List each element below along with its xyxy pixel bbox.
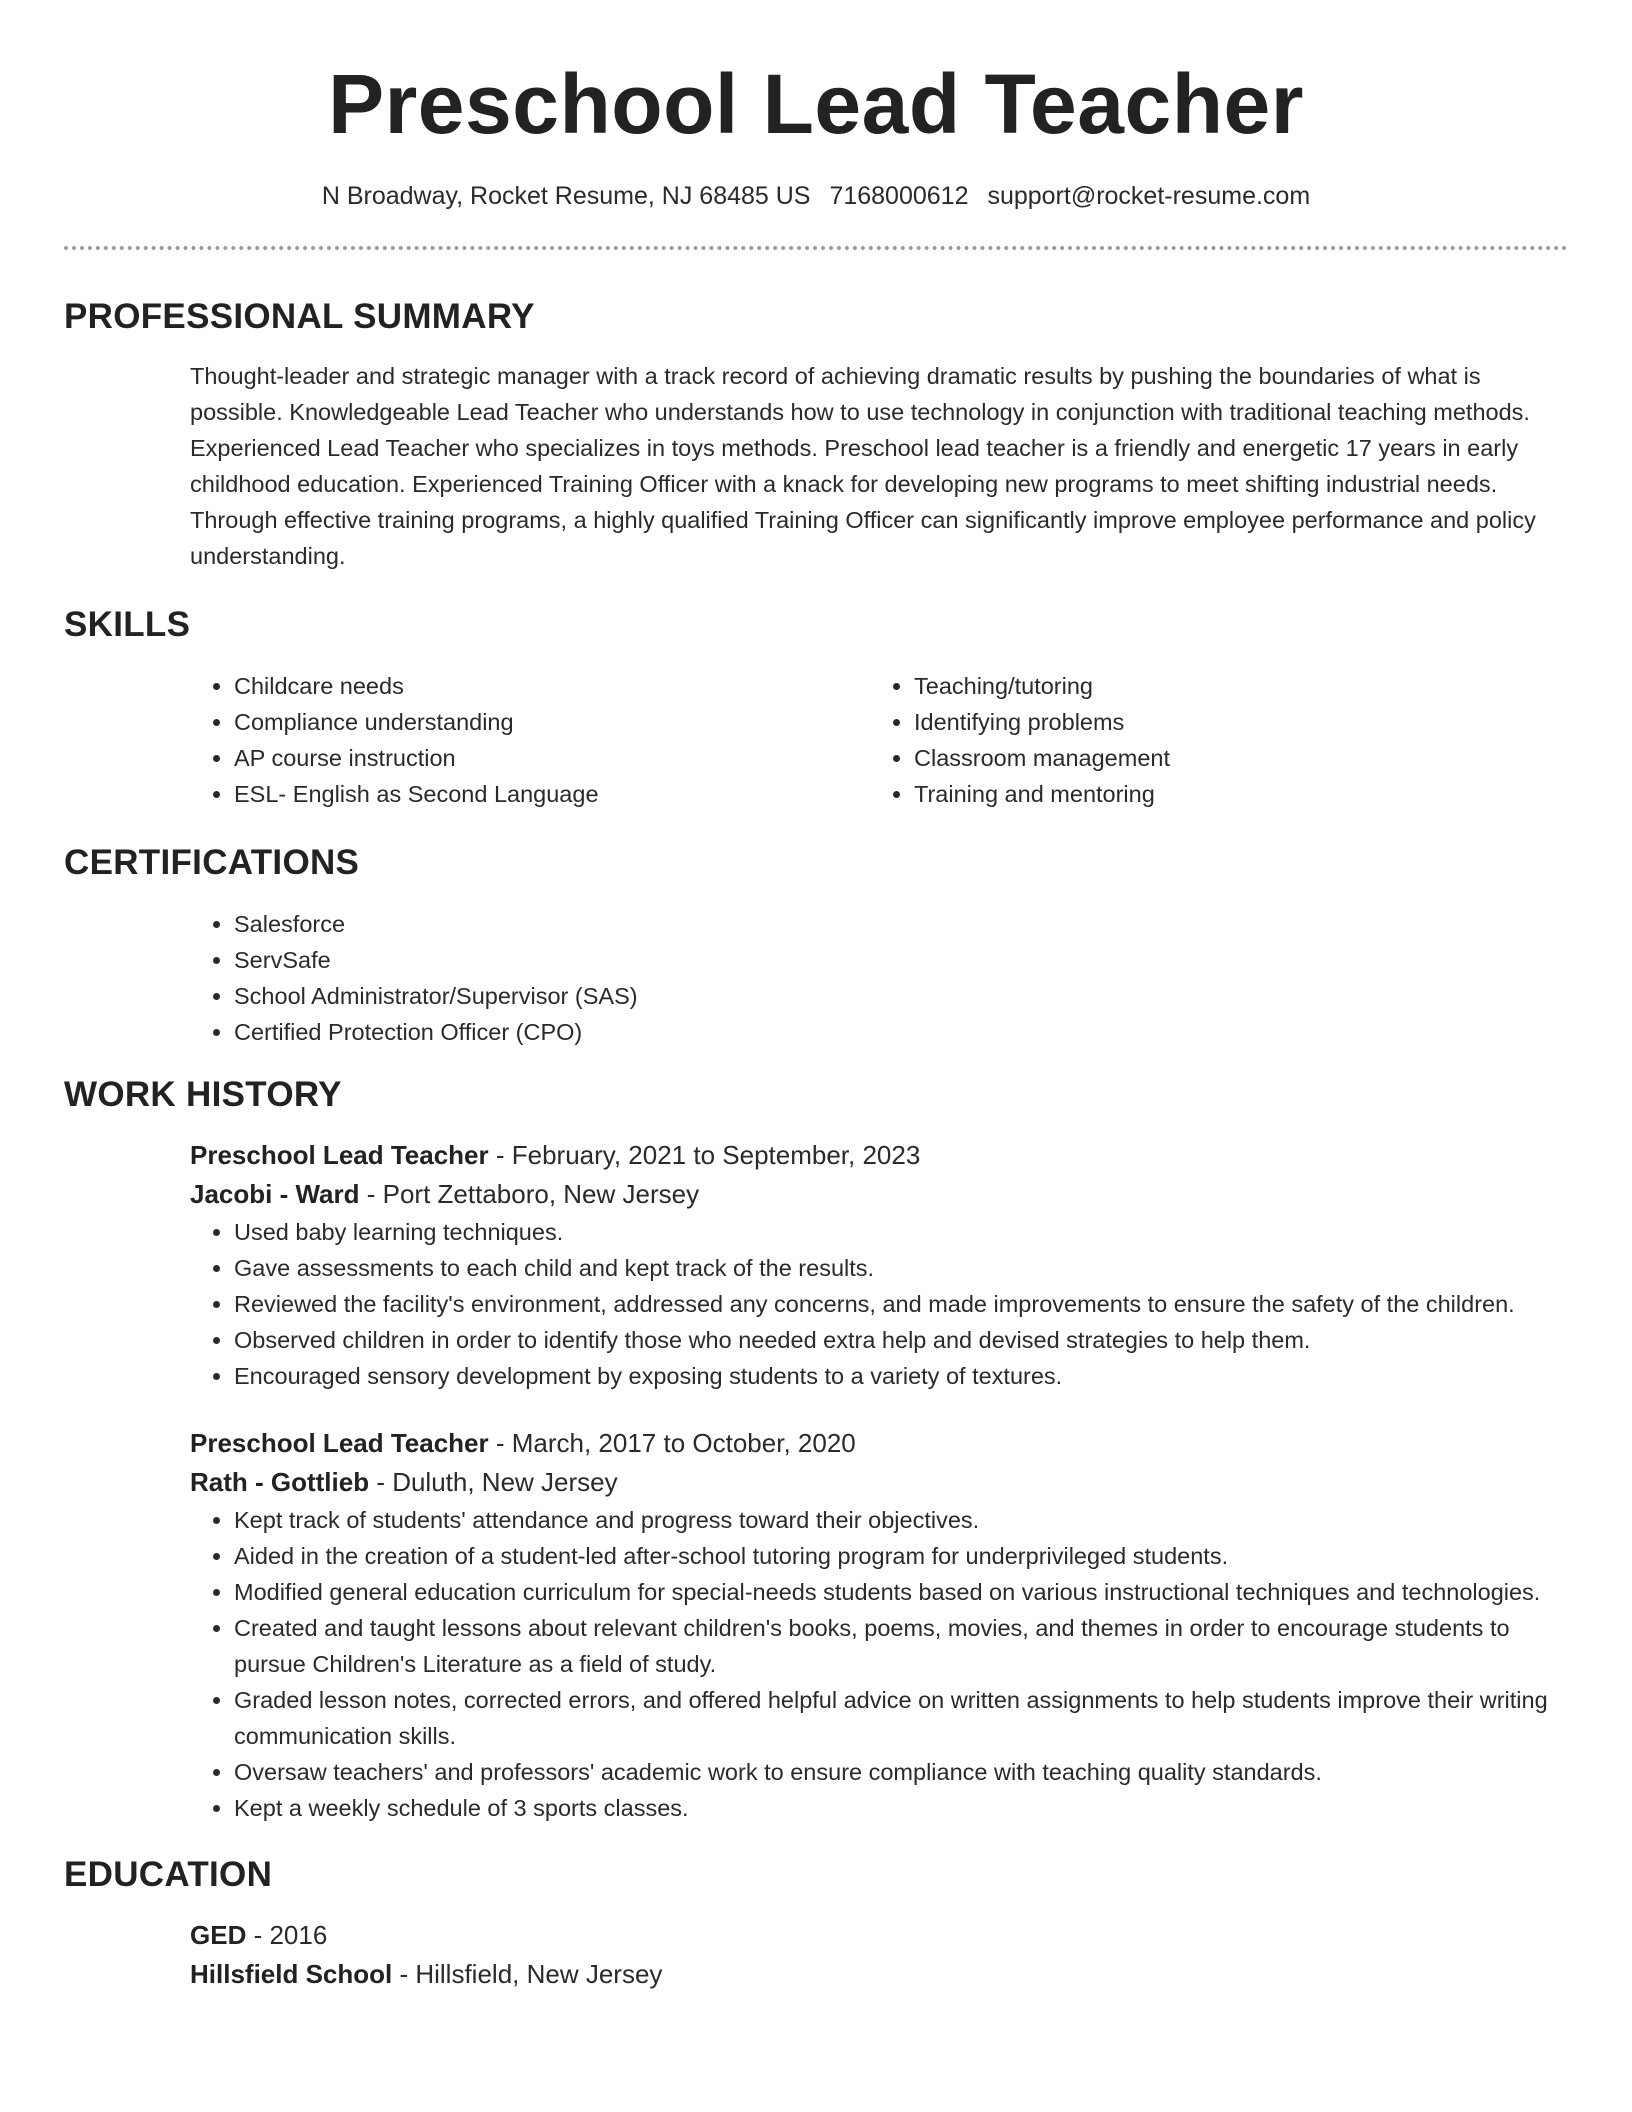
- certifications-section: [64, 842, 1568, 1050]
- job-company-line: [190, 1463, 1568, 1502]
- job-role: Preschool Lead Teacher: [190, 1140, 489, 1170]
- job-company: Rath - Gottlieb: [190, 1467, 370, 1497]
- job-bullet: • Aided in the creation of a student-led after-school tutoring program for underprivileged students.: [234, 1538, 1568, 1574]
- skill-item: • AP course instruction: [234, 740, 870, 776]
- job-bullet: • Oversaw teachers' and professors' academic work to ensure compliance with teaching quality standards.: [234, 1754, 1568, 1790]
- job-title-line: [190, 1424, 1568, 1463]
- skill-item: • Identifying problems: [914, 704, 1550, 740]
- header-divider: [64, 246, 1568, 250]
- summary-heading: PROFESSIONAL SUMMARY: [64, 297, 535, 336]
- job-entry: [190, 1424, 1568, 1826]
- skills-grid: [190, 668, 1568, 812]
- job-location: - Port Zettaboro, New Jersey: [359, 1179, 700, 1209]
- job-bullet: • Gave assessments to each child and kept track of the results.: [234, 1250, 1568, 1286]
- summary-text: Thought-leader and strategic manager with a track record of achieving dramatic results by pushing the boundaries of what is possible. Knowledgeable Lead Teacher who understands how to use technology in conjunction with traditional teaching methods. Experienced Lead Teacher who specializes in toys methods. Preschool lead teacher is a friendly and energetic 17 years in early childhood education. Experienced Training Officer with a knack for developing new programs to meet shifting industrial needs. Through effective training programs, a highly qualified Training Officer can significantly improve employee performance and policy understanding.: [190, 363, 1536, 569]
- certification-item: • Certified Protection Officer (CPO): [234, 1014, 1568, 1050]
- education-year: - 2016: [246, 1920, 328, 1950]
- skills-section: [64, 604, 1568, 812]
- education-school-line: [190, 1955, 1568, 1994]
- skill-item: • Compliance understanding: [234, 704, 870, 740]
- contact-line: [64, 180, 1568, 212]
- skills-column-right: [870, 668, 1550, 812]
- education-school: Hillsfield School: [190, 1959, 393, 1989]
- skills-list-right: [870, 668, 1550, 812]
- job-location: - Duluth, New Jersey: [369, 1467, 618, 1497]
- skills-list-left: [190, 668, 870, 812]
- education-location: - Hillsfield, New Jersey: [392, 1959, 663, 1989]
- certification-item: • Salesforce: [234, 906, 1568, 942]
- skill-item: • ESL- English as Second Language: [234, 776, 870, 812]
- skill-item: • Training and mentoring: [914, 776, 1550, 812]
- job-bullet: • Kept a weekly schedule of 3 sports classes.: [234, 1790, 1568, 1826]
- certifications-heading: CERTIFICATIONS: [64, 843, 360, 882]
- resume-page: [64, 0, 1568, 1994]
- certifications-list-wrap: [190, 906, 1568, 1050]
- contact-address: N Broadway, Rocket Resume, NJ 68485 US: [321, 182, 811, 210]
- contact-email: support@rocket-resume.com: [987, 182, 1311, 210]
- education-entry: [190, 1916, 1568, 1994]
- contact-phone: 7168000612: [829, 182, 969, 210]
- job-bullet: • Modified general education curriculum for special-needs students based on various instructional techniques and technologies.: [234, 1574, 1568, 1610]
- job-company: Jacobi - Ward: [190, 1179, 360, 1209]
- candidate-name: Preschool Lead Teacher: [328, 57, 1304, 151]
- work-history-heading: WORK HISTORY: [64, 1075, 342, 1114]
- summary-section: [64, 296, 1568, 574]
- job-bullet: • Reviewed the facility's environment, addressed any concerns, and made improvements to ensure the safety of the children.: [234, 1286, 1568, 1322]
- job-bullet: • Encouraged sensory development by exposing students to a variety of textures.: [234, 1358, 1568, 1394]
- job-bullets: [190, 1502, 1568, 1826]
- education-degree: GED: [190, 1920, 247, 1950]
- job-bullet: • Created and taught lessons about relevant children's books, poems, movies, and themes in order to encourage students to pursue Children's Literature as a field of study.: [234, 1610, 1568, 1682]
- certification-item: • ServSafe: [234, 942, 1568, 978]
- skill-item: • Childcare needs: [234, 668, 870, 704]
- skills-column-left: [190, 668, 870, 812]
- skills-heading: SKILLS: [64, 605, 191, 644]
- job-title-line: [190, 1136, 1568, 1175]
- education-section: [64, 1854, 1568, 1994]
- certification-item: • School Administrator/Supervisor (SAS): [234, 978, 1568, 1014]
- work-history-section: [64, 1074, 1568, 1826]
- job-bullet: • Used baby learning techniques.: [234, 1214, 1568, 1250]
- job-bullet: • Kept track of students' attendance and progress toward their objectives.: [234, 1502, 1568, 1538]
- education-degree-line: [190, 1916, 1568, 1955]
- job-bullets: [190, 1214, 1568, 1394]
- job-entry: [190, 1136, 1568, 1394]
- job-dates: - March, 2017 to October, 2020: [488, 1428, 856, 1458]
- job-role: Preschool Lead Teacher: [190, 1428, 489, 1458]
- certifications-list: [190, 906, 1568, 1050]
- job-company-line: [190, 1175, 1568, 1214]
- skill-item: • Classroom management: [914, 740, 1550, 776]
- education-heading: EDUCATION: [64, 1855, 273, 1894]
- skill-item: • Teaching/tutoring: [914, 668, 1550, 704]
- job-dates: - February, 2021 to September, 2023: [488, 1140, 921, 1170]
- job-bullet: • Observed children in order to identify those who needed extra help and devised strategies to help them.: [234, 1322, 1568, 1358]
- job-bullet: • Graded lesson notes, corrected errors, and offered helpful advice on written assignments to help students improve their writing communication skills.: [234, 1682, 1568, 1754]
